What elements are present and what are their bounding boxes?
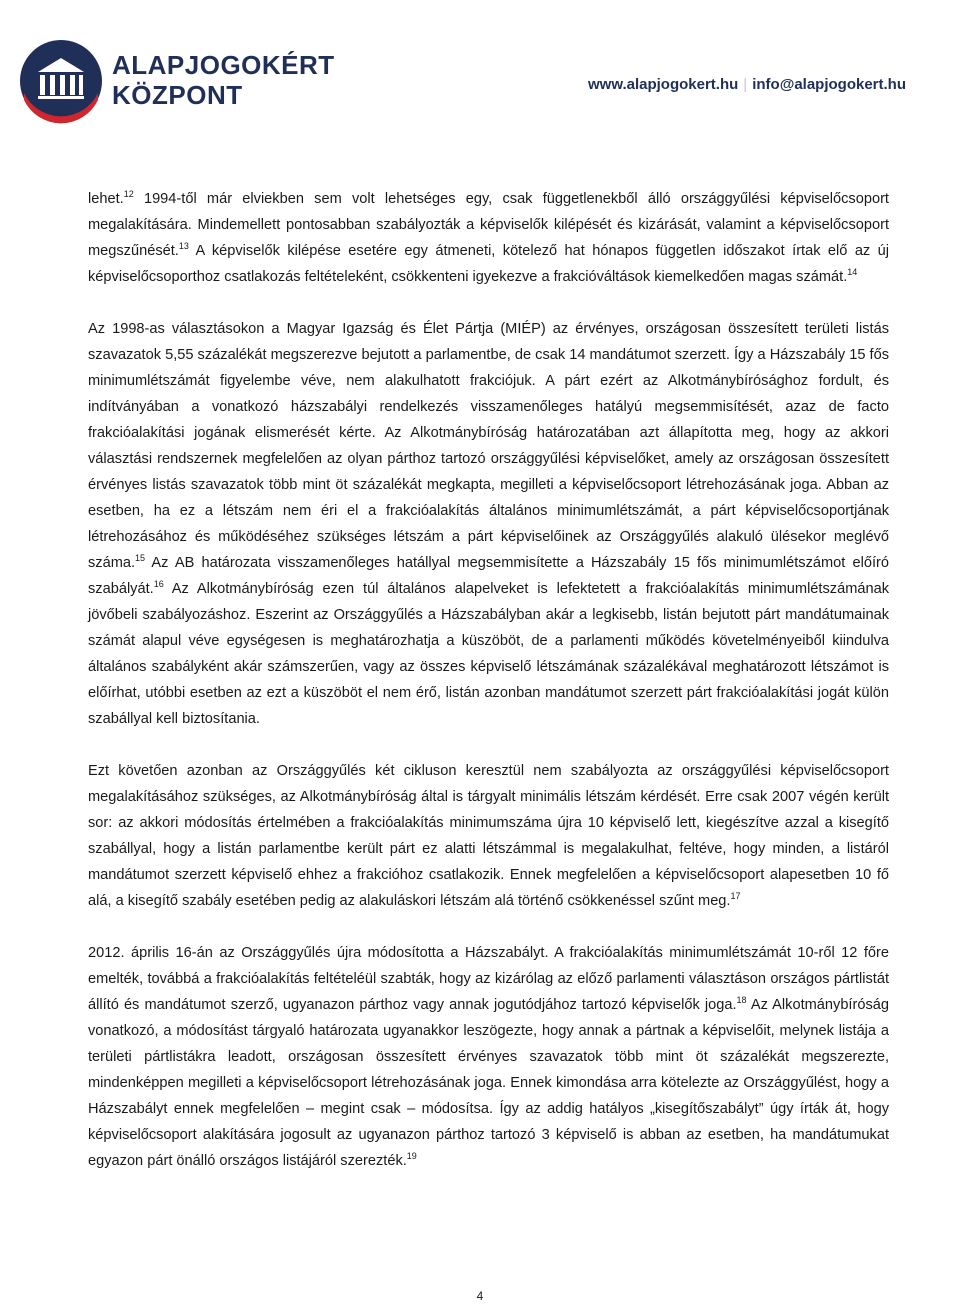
body-paragraph [88, 940, 889, 1174]
paragraph-text: A képviselők kilépése esetére egy átmeneti, kötelező hat hónapos független időszakot írtak elő az új képviselőcsoporthoz csatlakozás feltételeként, csökkenteni igyekezve a frakcióváltások kiemelkedően magas számát. [88, 243, 889, 285]
paragraph-text: Ezt követően azonban az Országgyűlés két cikluson keresztül nem szabályozta az országgyűlési képviselőcsoport megalakításához szükséges, az Alkotmánybíróság által is tárgyalt minimális létszám kérdését. Erre csak 2007 végén került sor: az akkori módosítás értelmében a frakcióalakítás minimumszáma újra 10 képviselő lett, kiegészítve azzal a kisegítő szabállyal, hogy a listán parlamentbe került párt ez alatti létszámmal is megalakulhat, feltéve, hogy minden, a listáról mandátumot szerzett képviselő ehhez a frakcióhoz csatlakozik. Ennek megfelelően a képviselőcsoport alapesetben 10 fő alá, a kisegítő szabály esetében pedig az alakuláskori létszám alá történő csökkenéssel szűnt meg. [88, 763, 889, 909]
pillars-logo-icon [18, 38, 104, 124]
footnote-marker[interactable]: 12 [123, 189, 134, 200]
page-number: 4 [476, 1289, 484, 1303]
body-paragraph [88, 758, 889, 914]
body-paragraph [88, 316, 889, 732]
paragraph-text: Az Alkotmánybíróság ezen túl általános alapelveket is lefektetett a frakcióalakítás minimumlétszámának jövőbeli szabályozáshoz. Eszerint az Országgyűlés a Házszabályban akár a legkisebb, listán bejutott párt mandátumainak számát alapul véve egységesen is meghatározhatja a küszöböt, de a parlamenti működés követelményeiből kiindulva általános szabályként akár számszerűen, vagy az összes képviselő létszámának százalékával meghatározott létszámot is előírhat, utóbbi esetben az ezt a küszöböt el nem érő, listán azonban mandátumot szerzett párt frakcióalakítási jogát külön szabállyal kell biztosítania. [88, 581, 889, 727]
paragraph-text: lehet. [88, 191, 124, 207]
paragraph-text: 2012. április 16-án az Országgyűlés újra módosította a Házszabályt. A frakcióalakítás minimumlétszámát 10-ről 12 főre emelték, továbbá a frakcióalakítás feltételéül szabták, hogy az kizárólag az előző parlamenti választáson országos pártlistát állító és mandátumot szerző, ugyanazon párthoz vagy annak jogutódjához tartozó képviselők joga. [88, 945, 889, 1013]
footnote-marker[interactable]: 13 [178, 241, 189, 252]
website-link[interactable]: www.alapjogokert.hu [588, 76, 739, 93]
brand-name [112, 52, 335, 108]
brand-line-2: KÖZPONT [112, 80, 243, 110]
footnote-marker[interactable]: 15 [135, 553, 146, 564]
paragraph-text: Az 1998-as választásokon a Magyar Igazság és Élet Pártja (MIÉP) az érvényes, országosan összesített területi listás szavazatok 5,55 százalékát megszerezve bejutott a parlamentbe, de csak 14 mandátumot szerzett. Így a Házszabály 15 fős minimumlétszámát figyelembe véve, nem alakulhatott frakciójuk. A párt ezért az Alkotmánybírósághoz fordult, és indítványában a vonatkozó házszabályi rendelkezés visszamenőleges hatályú megsemmisítését, azaz de facto frakcióalakítási jogának elismerését kérte. Az Alkotmánybíróság határozatában azt állapította meg, hogy az akkori választási rendszernek megfelelően az olyan párthoz tartozó országgyűlési képviselőket, amely az országosan összesített érvényes listás szavazatok több mint öt százalékát megkapta, megilleti a képviselőcsoport létrehozásának joga. Abban az esetben, ha ez a létszám nem éri el a frakcióalakítás általános minimumlétszámát, a párt képviselőcsoportjának létrehozásához és működéséhez szükséges létszám a párt képviselőinek az Országgyűlés alakuló ülésekor meglévő száma. [88, 321, 889, 571]
footnote-marker[interactable]: 18 [736, 995, 747, 1006]
document-body [88, 186, 889, 1200]
footnote-marker[interactable]: 19 [406, 1151, 417, 1162]
footnote-marker[interactable]: 16 [153, 579, 164, 590]
paragraph-text: 1994-től már elviekben sem volt lehetséges egy, csak függetlenekből álló országgyűlési képviselőcsoport megalakítására. Mindemellett pontosabban szabályozták a képviselők kilépését és kizárását, valamint a képviselőcsoport megszűnését. [88, 191, 889, 259]
paragraph-text: Az AB határozata visszamenőleges hatállyal megsemmisítette a Házszabály 15 fős minimumlétszámot előíró szabályát. [88, 555, 889, 597]
separator: | [743, 76, 748, 93]
body-paragraph [88, 186, 889, 290]
paragraph-text: Az Alkotmánybíróság vonatkozó, a módosítást tárgyaló határozata ugyanakkor leszögezte, hogy annak a pártnak a képviselőit, melynek listája a területi pártlistákra leadott, országosan összesített érvényes szavazatok több mint öt százalékát megszerezte, mindenképpen megilleti a képviselőcsoport létrehozásának joga. Ennek kimondása arra kötelezte az Országgyűlést, hogy a Házszabályt ennek megfelelően – megint csak – módosítsa. Így az addig hatályos „kisegítőszabályt” úgy írták át, hogy képviselőcsoport alakítására jogosult az ugyanazon párthoz tartozó 3 képviselő is abban az esetben, ha mandátumukat egyazon párt önálló országos listájáról szerezték. [88, 997, 889, 1169]
footnote-marker[interactable]: 17 [730, 891, 741, 902]
brand-line-1: ALAPJOGOKÉRT [112, 50, 335, 80]
email-link[interactable]: info@alapjogokert.hu [752, 76, 906, 93]
footnote-marker[interactable]: 14 [847, 267, 858, 278]
page-header [0, 0, 960, 140]
contact-info [588, 76, 906, 93]
